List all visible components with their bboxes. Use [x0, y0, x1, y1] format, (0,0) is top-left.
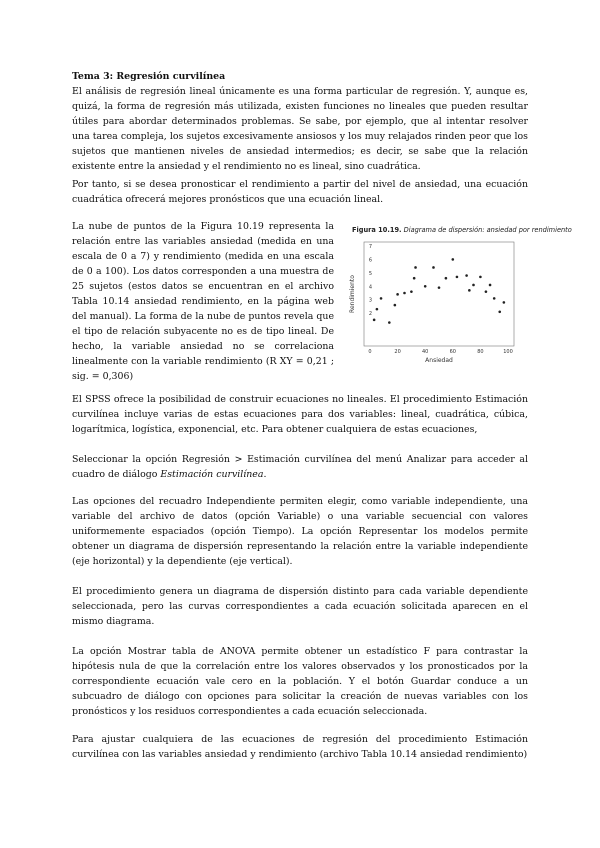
- data-point: [424, 285, 427, 288]
- dialog-name: Estimación curvilínea: [160, 469, 264, 480]
- data-point: [456, 276, 459, 279]
- data-point: [503, 301, 506, 304]
- data-point: [396, 293, 399, 296]
- x-tick-label: 40: [422, 349, 429, 355]
- data-point: [472, 284, 475, 287]
- x-tick-label: 0: [368, 349, 372, 355]
- intro-paragraph-2: Por tanto, si se desea pronosticar el rendimiento a partir del nivel de ansiedad, una ecuación cuadrática ofrecerá mejores pronósticos que una ecuación lineal.: [72, 179, 528, 205]
- figure-number: Figura 10.19.: [352, 226, 402, 234]
- figure-caption: [352, 226, 578, 234]
- data-point: [452, 258, 455, 261]
- data-point: [394, 304, 397, 307]
- plot-frame: [364, 242, 514, 346]
- y-tick-label: 2: [368, 311, 372, 318]
- y-tick-label: 4: [368, 284, 372, 291]
- final-paragraph: Para ajustar cualquiera de las ecuaciones de regresión del procedimiento Estimación curvilínea con las variables ansiedad y rendimiento (archivo Tabla 10.14 ansiedad rendimiento): [72, 734, 528, 760]
- x-tick-label: 80: [477, 349, 484, 355]
- procedure-paragraph: El procedimiento genera un diagrama de dispersión distinto para cada variable dependiente seleccionada, pero las curvas correspondientes a cada ecuación solicitada aparecen en el mismo diagrama.: [72, 586, 528, 627]
- x-axis-label: Ansiedad: [425, 357, 453, 364]
- data-point: [489, 284, 492, 287]
- spss-paragraph: El SPSS ofrece la posibilidad de construir ecuaciones no lineales. El procedimiento Estimación curvilínea incluye varias de estas ecuaciones para dos variables: lineal, cuadrática, cúbica, logarítmica, logística, exponencial, etc. Para obtener cualquiera de estas ecuaciones,: [72, 394, 528, 435]
- menu-paragraph: Seleccionar la opción Regresión > Estimación curvilínea del menú Analizar para acceder al cuadro de diálogo Estimación curvilínea.: [72, 454, 528, 480]
- anova-paragraph: La opción Mostrar tabla de ANOVA permite obtener un estadístico F para contrastar la hipótesis nula de que la correlación entre los valores observados y los pronosticados por la correspondiente ecuación vale cero en la población. Y el botón Guardar conduce a un subcuadro de diálogo con opciones para solicitar la creación de nuevas variables con los pronósticos y los residuos correspondientes a cada ecuación seleccionada.: [72, 646, 528, 717]
- data-points: [373, 258, 505, 324]
- section-heading: Tema 3: Regresión curvilínea: [72, 71, 226, 82]
- y-axis-label: Rendimiento: [349, 275, 356, 313]
- data-point: [376, 308, 379, 311]
- y-tick-label: 5: [368, 270, 372, 277]
- data-point: [479, 276, 482, 279]
- data-point: [388, 321, 391, 324]
- data-point: [445, 277, 448, 280]
- options-paragraph: Las opciones del recuadro Independiente permiten elegir, como variable independiente, una variable del archivo de datos (opción Variable) o una variable secuencial con valores uniformemente espaciados (opción Tiempo). La opción Representar los modelos permite obtener un diagrama de dispersión representando la relación entre la variable independiente (eje horizontal) y la dependiente (eje vertical).: [72, 496, 528, 567]
- data-point: [380, 297, 383, 300]
- figure-paragraph: La nube de puntos de la Figura 10.19 representa la relación entre las variables ansiedad (medida en una escala de 0 a 7) y rendimiento (medida en una escala de 0 a 100). Los datos corresponden a una muestra de 25 sujetos (estos datos se encuentran en el archivo Tabla 10.14 ansiedad rendimiento, en la página web del manual). La forma de la nube de puntos revela que el tipo de relación subyacente no es de tipo lineal. De hecho, la variable ansiedad no se correlaciona linealmente con la variable rendimiento (R XY = 0,21 ; sig. = 0,306): [72, 221, 334, 382]
- x-tick-label: 20: [394, 349, 401, 355]
- data-point: [438, 286, 441, 289]
- y-axis: [369, 244, 372, 317]
- intro-paragraph: El análisis de regresión lineal únicamente es una forma particular de regresión. Y, aunque es, quizá, la forma de regresión más utilizada, existen funciones no lineales que pueden resultar útiles para abordar determinados problemas. Se sabe, por ejemplo, que al intentar resolver una tarea compleja, los sujetos excesivamente ansiosos y los muy relajados rinden peor que los sujetos que mantienen niveles de ansiedad intermedios; es decir, se sabe que la relación existente entre la ansiedad y el rendimiento no es lineal, sino cuadrática.: [72, 86, 528, 172]
- data-point: [498, 311, 501, 314]
- data-point: [410, 290, 413, 293]
- data-point: [485, 290, 488, 293]
- y-tick-label: 3: [368, 297, 372, 304]
- x-axis: [368, 349, 512, 355]
- data-point: [432, 266, 435, 269]
- y-tick-label: 6: [368, 257, 372, 264]
- menu-instruction: Seleccionar la opción Regresión > Estimación curvilínea del menú Analizar para acceder al cuadro de diálogo: [72, 454, 528, 480]
- data-point: [468, 289, 471, 292]
- data-point: [403, 292, 406, 295]
- intro-section: [72, 69, 528, 174]
- y-tick-label: 7: [368, 244, 372, 250]
- x-tick-label: 60: [449, 349, 456, 355]
- x-tick-label: 100: [503, 349, 513, 355]
- data-point: [465, 274, 468, 277]
- data-point: [414, 266, 417, 269]
- data-point: [493, 297, 496, 300]
- data-point: [373, 319, 376, 322]
- figure-caption-text: Diagrama de dispersión: ansiedad por rendimiento: [403, 226, 572, 234]
- scatter-plot: [350, 236, 530, 364]
- data-point: [413, 277, 416, 280]
